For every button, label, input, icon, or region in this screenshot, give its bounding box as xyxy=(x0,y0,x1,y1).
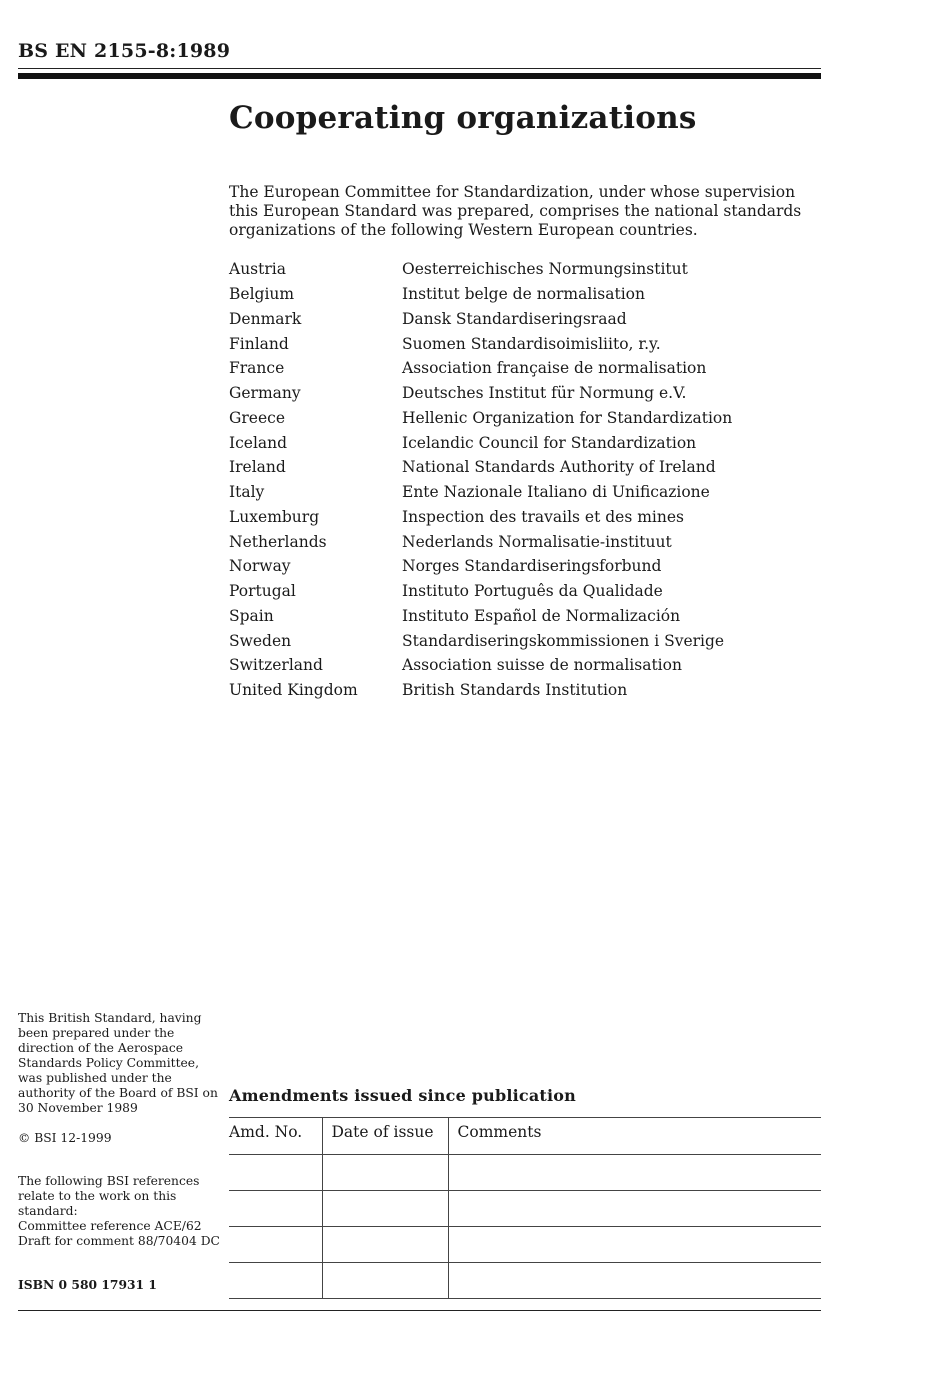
date-of-issue-cell xyxy=(322,1263,448,1299)
country-name: Netherlands xyxy=(229,532,327,551)
country-name: Italy xyxy=(229,483,265,502)
column-header: Date of issue xyxy=(322,1118,448,1155)
standards-body-name: National Standards Authority of Ireland xyxy=(402,458,716,477)
isbn-number: ISBN 0 580 17931 1 xyxy=(18,1277,157,1292)
table-row xyxy=(229,1227,821,1263)
standards-body-name: Ente Nazionale Italiano di Unificazione xyxy=(402,483,710,502)
comments-cell xyxy=(448,1227,821,1263)
standards-body-name: Institut belge de normalisation xyxy=(402,285,645,304)
amd-no-cell xyxy=(229,1155,322,1191)
organization-row xyxy=(229,331,821,356)
country-name: Finland xyxy=(229,334,289,353)
standards-body-name: Association française de normalisation xyxy=(402,359,707,378)
standards-body-name: Nederlands Normalisatie-instituut xyxy=(402,532,672,551)
organization-row xyxy=(229,678,821,703)
standards-body-name: Dansk Standardiseringsraad xyxy=(402,309,627,328)
comments-cell xyxy=(448,1155,821,1191)
country-name: Germany xyxy=(229,384,301,403)
standards-body-name: Standardiseringskommissionen i Sverige xyxy=(402,631,725,650)
country-name: Denmark xyxy=(229,309,302,328)
organization-row xyxy=(229,406,821,431)
publication-note: This British Standard, having been prepared under the direction of the Aerospace Standards Policy Committee, was published under the authority of the Board of BSI on 30 November 1989 xyxy=(18,1011,218,1115)
copyright-notice: © BSI 12-1999 xyxy=(18,1131,112,1145)
standards-body-name: Deutsches Institut für Normung e.V. xyxy=(402,384,687,403)
organization-row xyxy=(229,505,821,530)
organization-row xyxy=(229,554,821,579)
standards-body-name: Norges Standardiseringsforbund xyxy=(402,557,662,576)
committee-reference: Committee reference ACE/62 xyxy=(18,1219,202,1233)
country-name: Portugal xyxy=(229,582,296,601)
standards-body-name: British Standards Institution xyxy=(402,681,628,700)
organization-row xyxy=(229,257,821,282)
publication-sidebar xyxy=(18,1011,223,1292)
standards-body-name: Suomen Standardisoimisliito, r.y. xyxy=(402,334,661,353)
organization-row xyxy=(229,653,821,678)
column-header: Amd. No. xyxy=(229,1123,303,1141)
organization-row xyxy=(229,282,821,307)
country-name: Iceland xyxy=(229,433,288,452)
document-id: BS EN 2155-8:1989 xyxy=(18,40,231,62)
table-header-row xyxy=(229,1118,821,1155)
country-name: Norway xyxy=(229,557,291,576)
intro-paragraph: The European Committee for Standardization, under whose supervision this European Standard was prepared, comprises the national standards organizations of the following Western European countries. xyxy=(229,183,802,239)
organization-row xyxy=(229,579,821,604)
amendments-table xyxy=(229,1117,821,1299)
amd-no-cell xyxy=(229,1191,322,1227)
organization-row xyxy=(229,381,821,406)
organization-row xyxy=(229,628,821,653)
country-name: Austria xyxy=(229,260,286,279)
country-name: Spain xyxy=(229,606,274,625)
standards-body-name: Hellenic Organization for Standardization xyxy=(402,408,733,427)
organization-row xyxy=(229,529,821,554)
country-name: Sweden xyxy=(229,631,292,650)
table-row xyxy=(229,1155,821,1191)
organization-row xyxy=(229,430,821,455)
organization-row xyxy=(229,307,821,332)
organization-row xyxy=(229,356,821,381)
bsi-references xyxy=(18,1174,223,1249)
date-of-issue-cell xyxy=(322,1155,448,1191)
table-row xyxy=(229,1263,821,1299)
header-rule-thin xyxy=(18,68,821,69)
country-name: United Kingdom xyxy=(229,681,358,700)
country-name: France xyxy=(229,359,285,378)
country-name: Ireland xyxy=(229,458,286,477)
standards-body-name: Oesterreichisches Normungsinstitut xyxy=(402,260,688,279)
page-title: Cooperating organizations xyxy=(229,100,697,136)
organization-row xyxy=(229,604,821,629)
table-row xyxy=(229,1191,821,1227)
standards-body-name: Instituto Español de Normalización xyxy=(402,606,681,625)
organization-list xyxy=(229,257,821,703)
organization-row xyxy=(229,480,821,505)
country-name: Luxemburg xyxy=(229,507,320,526)
organization-row xyxy=(229,455,821,480)
country-name: Greece xyxy=(229,408,285,427)
column-header: Comments xyxy=(448,1118,821,1155)
comments-cell xyxy=(448,1191,821,1227)
country-name: Belgium xyxy=(229,285,295,304)
comments-cell xyxy=(448,1263,821,1299)
references-intro: The following BSI references relate to the work on this standard: xyxy=(18,1174,200,1218)
date-of-issue-cell xyxy=(322,1227,448,1263)
country-name: Switzerland xyxy=(229,656,323,675)
date-of-issue-cell xyxy=(322,1191,448,1227)
standards-body-name: Instituto Português da Qualidade xyxy=(402,582,663,601)
draft-reference: Draft for comment 88/70404 DC xyxy=(18,1234,220,1248)
standards-body-name: Inspection des travails et des mines xyxy=(402,507,684,526)
amd-no-cell xyxy=(229,1263,322,1299)
footer-rule xyxy=(18,1310,821,1311)
header-rule-thick xyxy=(18,73,821,79)
standards-body-name: Icelandic Council for Standardization xyxy=(402,433,697,452)
standards-body-name: Association suisse de normalisation xyxy=(402,656,682,675)
amd-no-cell xyxy=(229,1227,322,1263)
amendments-title: Amendments issued since publication xyxy=(229,1086,576,1105)
